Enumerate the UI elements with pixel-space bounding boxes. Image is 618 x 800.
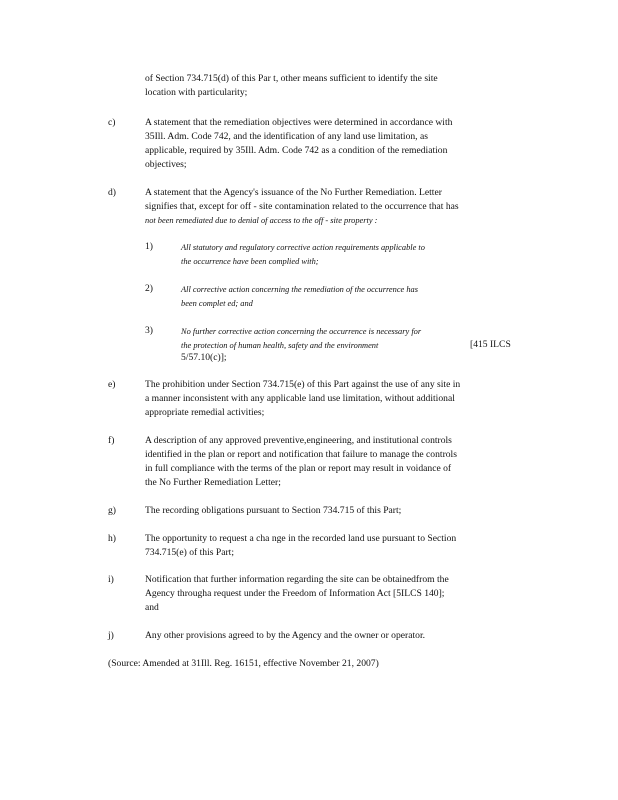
item-e-line-1: The prohibition under Section 734.715(e) of this Part against the use of any site in (145, 379, 461, 390)
item-e-line-2: a manner inconsistent with any applicable land use limitation, without additional (145, 393, 455, 404)
item-d-sub-3-line-3: 5/57.10(c)]; (181, 352, 227, 363)
item-f-line-1: A description of any approved preventive,engineering, and institutional controls (145, 435, 452, 446)
item-i-label: i) (108, 574, 114, 585)
item-d-sub-1-line-2: the occurrence have been complied with; (181, 257, 319, 266)
item-f-line-3: in full compliance with the terms of the plan or report may result in voidance of (145, 463, 452, 474)
item-i-line-1: Notification that further information regarding the site can be obtainedfrom the (145, 574, 449, 585)
item-d-line-3: not been remediated due to denial of access to the off - site property : (145, 216, 378, 225)
item-i-line-3: and (145, 602, 159, 613)
item-d-sub-3-line-1: No further corrective action concerning the occurrence is necessary for (181, 327, 422, 336)
item-c-line-3: applicable, required by 35Ill. Adm. Code 742 as a condition of the remediation (145, 145, 448, 156)
item-d-sub-3-label: 3) (145, 325, 153, 336)
item-h-line-2: 734.715(e) of this Part; (145, 547, 234, 558)
item-i-line-2: Agency througha request under the Freedom of Information Act [5ILCS 140]; (145, 588, 445, 599)
item-h-label: h) (108, 533, 116, 544)
item-d-label: d) (108, 187, 116, 198)
item-h-line-1: The opportunity to request a cha nge in the recorded land use pursuant to Section (145, 533, 457, 544)
item-e-label: e) (108, 379, 116, 390)
item-d-sub-3-citation: [415 ILCS (470, 339, 511, 350)
source-note: (Source: Amended at 31Ill. Reg. 16151, effective November 21, 2007) (108, 658, 379, 669)
item-f-label: f) (108, 435, 115, 446)
item-d-sub-3-line-2: the protection of human health, safety and the environment (181, 341, 379, 350)
item-j-line-1: Any other provisions agreed to by the Agency and the owner or operator. (145, 630, 426, 641)
item-e-line-3: appropriate remedial activities; (145, 407, 265, 418)
item-d-sub-2-line-2: been complet ed; and (181, 299, 253, 308)
intro-line-1: of Section 734.715(d) of this Par t, other means sufficient to identify the site (145, 73, 438, 84)
item-c-line-2: 35Ill. Adm. Code 742, and the identification of any land use limitation, as (145, 131, 428, 142)
item-f-line-2: identified in the plan or report and notification that failure to manage the controls (145, 449, 457, 460)
item-j-label: j) (108, 630, 114, 641)
item-d-line-2: signifies that, except for off - site contamination related to the occurrence that has (145, 201, 459, 212)
item-d-sub-1-label: 1) (145, 241, 153, 252)
item-d-sub-2-label: 2) (145, 283, 153, 294)
item-c-line-1: A statement that the remediation objectives were determined in accordance with (145, 117, 453, 128)
item-d-sub-2-line-1: All corrective action concerning the remediation of the occurrence has (181, 285, 418, 294)
item-g-label: g) (108, 505, 116, 516)
item-c-label: c) (108, 117, 116, 128)
intro-line-2: location with particularity; (145, 87, 248, 98)
item-g-line-1: The recording obligations pursuant to Section 734.715 of this Part; (145, 505, 402, 516)
item-d-sub-1-line-1: All statutory and regulatory corrective action requirements applicable to (181, 243, 425, 252)
item-f-line-4: the No Further Remediation Letter; (145, 477, 281, 488)
item-d-line-1: A statement that the Agency's issuance of the No Further Remediation. Letter (145, 187, 442, 198)
item-c-line-4: objectives; (145, 159, 187, 170)
